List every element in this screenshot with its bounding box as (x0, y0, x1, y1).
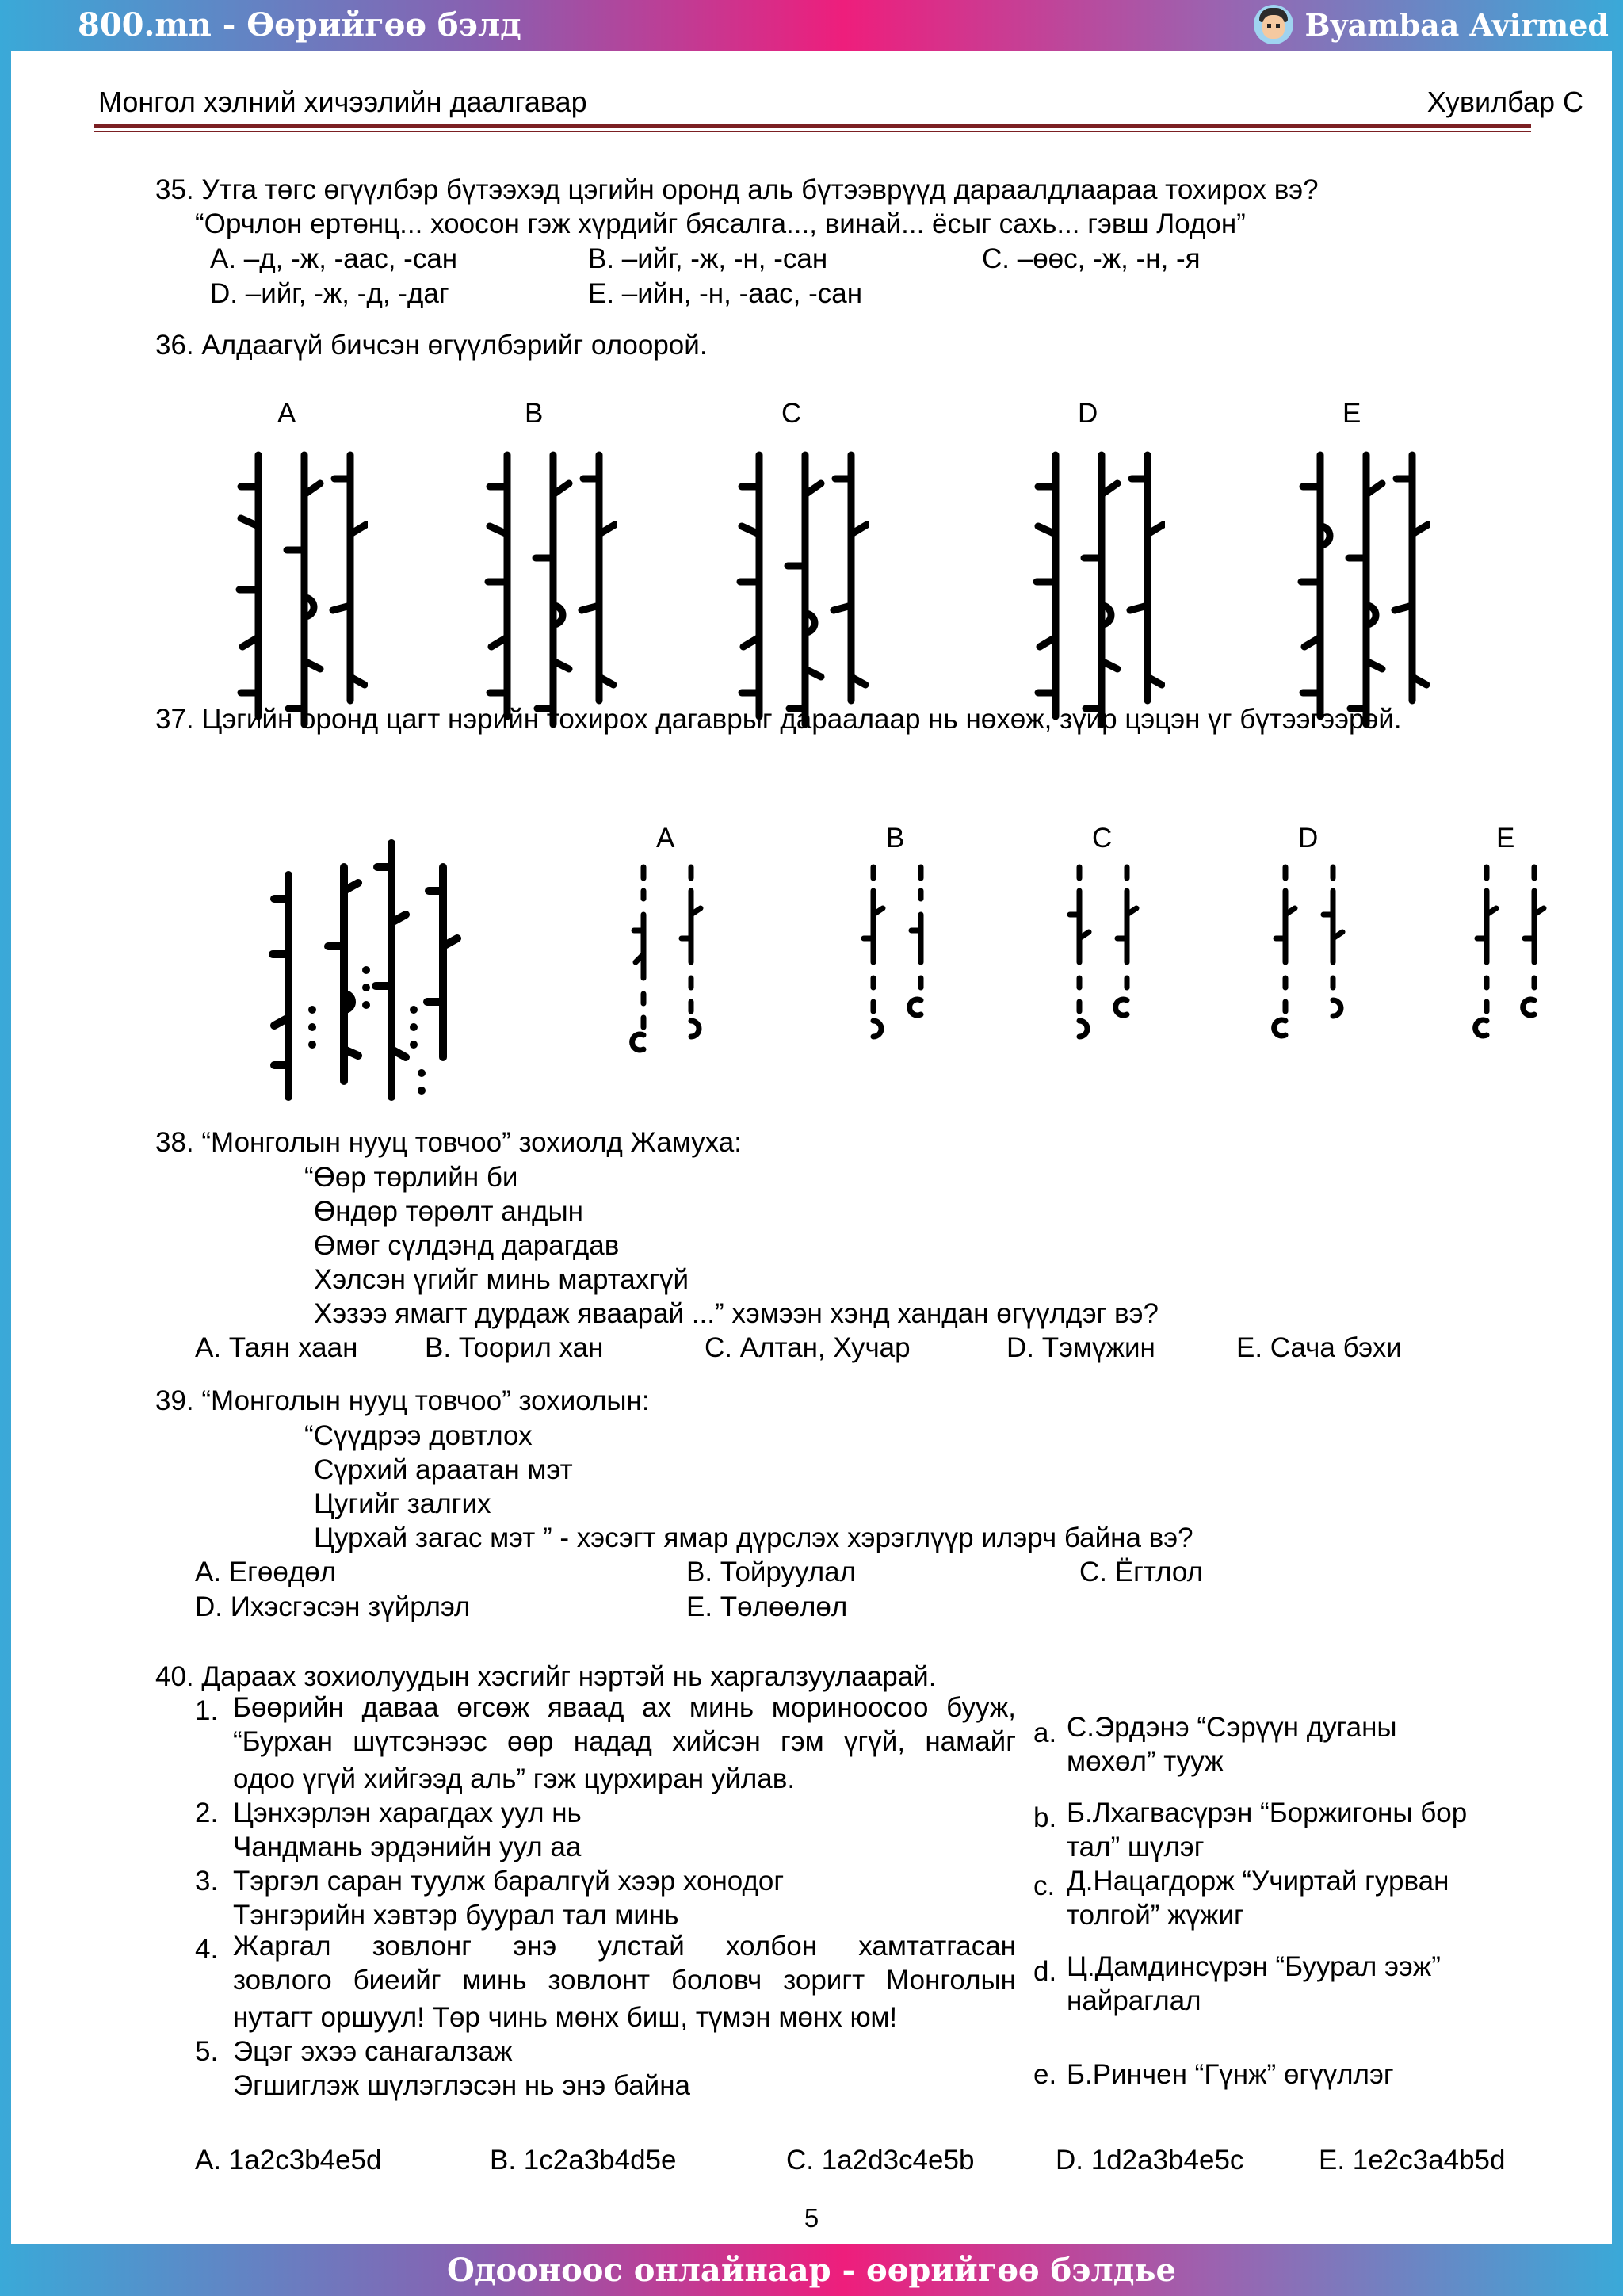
mongolian-suffix-option-b (851, 859, 946, 1057)
question-36-label-c[interactable]: C (781, 398, 802, 429)
question-39-option-b[interactable]: B. Тойруулал (686, 1557, 857, 1587)
passage-4-number: 4. (195, 1934, 219, 1965)
match-b-line: Б.Лхагвасүрэн “Боржигоны бор (1067, 1797, 1468, 1828)
footer-slogan[interactable]: Одооноос онлайнаар - өөрийгөө бэлдье (446, 2252, 1177, 2289)
mongolian-script-sentence-e (1295, 439, 1430, 740)
passage-5-line: Эгшиглэж шүлэглэсэн нь энэ байна (233, 2070, 691, 2101)
question-38-option-c[interactable]: C. Алтан, Хучар (705, 1332, 911, 1363)
question-37-label-b[interactable]: B (886, 823, 905, 854)
question-40-option-d[interactable]: D. 1d2a3b4e5c (1056, 2145, 1244, 2176)
passage-3-number: 3. (195, 1866, 219, 1897)
mongolian-script-proverb (265, 812, 471, 1113)
mongolian-script-sentence-a (233, 439, 368, 740)
passage-5-line: Эцэг эхээ санагалзаж (233, 2036, 513, 2067)
question-39-option-a[interactable]: A. Егөөдөл (195, 1557, 337, 1587)
passage-1-line: “Бурхан шүтсэнээс өөр надад хийсэн гэм үгүй, намайг (233, 1726, 1016, 1757)
question-39-option-e[interactable]: E. Төлөөлөл (686, 1591, 848, 1622)
passage-4-line: нутагт оршуул! Төр чинь мөнх биш, түмэн мөнх юм! (233, 2002, 898, 2033)
question-37-label-d[interactable]: D (1298, 823, 1319, 854)
question-36-label-d[interactable]: D (1078, 398, 1098, 429)
question-35-option-b[interactable]: B. –ийг, -ж, -н, -сан (588, 243, 828, 274)
passage-5-number: 5. (195, 2036, 219, 2067)
question-40-option-c[interactable]: C. 1a2d3c4e5b (786, 2145, 975, 2176)
passage-1-number: 1. (195, 1695, 219, 1726)
question-38-option-e[interactable]: E. Сача бэхи (1236, 1332, 1402, 1363)
header-divider (94, 124, 1531, 128)
question-39-line: Цугийг залгих (314, 1488, 491, 1519)
question-39-stem: 39. “Монголын нууц товчоо” зохиолын: (155, 1385, 650, 1416)
header-divider-thin (94, 131, 1531, 132)
page-number: 5 (804, 2203, 819, 2233)
avatar[interactable] (1254, 5, 1293, 44)
question-35-option-a[interactable]: A. –д, -ж, -аас, -сан (210, 243, 458, 274)
match-d-line: Ц.Дамдинсүрэн “Буурал ээж” (1067, 1951, 1441, 1982)
question-38-option-a[interactable]: A. Таян хаан (195, 1332, 358, 1363)
question-39-line: Сүрхий араатан мэт (314, 1454, 573, 1485)
passage-2-number: 2. (195, 1797, 219, 1828)
mongolian-suffix-option-a (621, 859, 716, 1057)
match-b-letter: b. (1033, 1802, 1057, 1833)
match-c-letter: c. (1033, 1870, 1056, 1901)
question-35-option-c[interactable]: C. –өөс, -ж, -н, -я (982, 243, 1201, 274)
question-38-line: Өмөг сүлдэнд дарагдав (314, 1230, 620, 1261)
question-38-option-b[interactable]: B. Тоорил хан (425, 1332, 604, 1363)
match-c-line: толгой” жүжиг (1067, 1900, 1244, 1931)
question-39-line: “Сүүдрээ довтлох (304, 1420, 533, 1451)
question-38-line: Хэзээ ямагт дурдаж яваарай ...” хэмээн хэнд хандан өгүүлдэг вэ? (314, 1298, 1159, 1329)
question-37-stem: 37. Цэгийн оронд цагт нэрийн тохирох дагаврыг дараалаар нь нөхөж, зүйр цэцэн үг бүтээгээрэй. (155, 704, 1402, 735)
mongolian-suffix-option-e (1465, 859, 1560, 1057)
mongolian-suffix-option-c (1057, 859, 1152, 1057)
match-b-line: тал” шүлэг (1067, 1832, 1205, 1862)
match-e-letter: e. (1033, 2059, 1057, 2090)
question-35-option-e[interactable]: E. –ийн, -н, -аас, -сан (588, 278, 863, 309)
bottom-banner (0, 2244, 1623, 2296)
question-38-line: Өндөр төрөлт андын (314, 1196, 583, 1227)
question-35-option-d[interactable]: D. –ийг, -ж, -д, -даг (210, 278, 449, 309)
question-36-label-e[interactable]: E (1342, 398, 1361, 429)
question-37-label-c[interactable]: C (1092, 823, 1113, 854)
mongolian-suffix-option-d (1263, 859, 1358, 1057)
question-40-option-a[interactable]: A. 1a2c3b4e5d (195, 2145, 382, 2176)
mongolian-script-sentence-d (1030, 439, 1165, 740)
site-title[interactable]: 800.mn - Өөрийгөө бэлд (78, 6, 521, 44)
user-name[interactable]: Byambaa Avirmed (1304, 6, 1609, 43)
document-variant: Хувилбар С (1426, 86, 1583, 118)
match-e-line: Б.Ринчен “Гүнж” өгүүллэг (1067, 2059, 1394, 2090)
question-36-label-b[interactable]: B (525, 398, 544, 429)
question-37-label-e[interactable]: E (1496, 823, 1515, 854)
question-40-option-b[interactable]: B. 1c2a3b4d5e (490, 2145, 677, 2176)
question-40-stem: 40. Дараах зохиолуудын хэсгийг нэртэй нь харгалзуулаарай. (155, 1661, 937, 1692)
passage-4-line: зовлого биеийг минь зовлонт боловч зоригт Монголын (233, 1965, 1016, 1996)
question-39-option-d[interactable]: D. Ихэсгэсэн зүйрлэл (195, 1591, 471, 1622)
question-35-quote: “Орчлон ертөнц... хоосон гэж хүрдийг бясалга..., винай... ёсыг сахь... гэвш Лодон” (195, 208, 1246, 239)
question-36-stem: 36. Алдаагүй бичсэн өгүүлбэрийг олоорой. (155, 330, 708, 361)
question-36-label-a[interactable]: A (277, 398, 296, 429)
match-a-line: С.Эрдэнэ “Сэрүүн дуганы (1067, 1712, 1397, 1743)
document-page (11, 51, 1612, 2244)
question-38-line: Хэлсэн үгийг минь мартахгүй (314, 1264, 689, 1295)
mongolian-script-sentence-b (482, 439, 617, 740)
document-subject: Монгол хэлний хичээлийн даалгавар (98, 86, 587, 118)
question-37-label-a[interactable]: A (656, 823, 675, 854)
match-a-line: мөхөл” тууж (1067, 1746, 1224, 1777)
passage-2-line: Чандмань эрдэнийн уул аа (233, 1832, 582, 1862)
passage-4-line: Жаргал зовлонг энэ улстай холбон хамтатгасан (233, 1931, 1016, 1962)
match-d-letter: d. (1033, 1956, 1057, 1987)
passage-3-line: Тэнгэрийн хэвтэр буурал тал минь (233, 1900, 679, 1931)
match-a-letter: a. (1033, 1717, 1057, 1748)
question-38-option-d[interactable]: D. Тэмүжин (1006, 1332, 1155, 1363)
question-38-line: “Өөр төрлийн би (304, 1162, 518, 1193)
match-c-line: Д.Нацагдорж “Учиртай гурван (1067, 1866, 1449, 1897)
top-banner (0, 0, 1623, 51)
user-profile[interactable] (1254, 5, 1609, 44)
question-40-option-e[interactable]: E. 1e2c3a4b5d (1319, 2145, 1506, 2176)
passage-2-line: Цэнхэрлэн харагдах уул нь (233, 1797, 582, 1828)
passage-1-line: одоо үгүй хийгээд аль” гэж цурхиран уйлав. (233, 1763, 796, 1794)
question-39-option-c[interactable]: C. Ёгтлол (1079, 1557, 1204, 1587)
question-35-stem: 35. Утга төгс өгүүлбэр бүтээхэд цэгийн оронд аль бүтээврүүд дараалдлаараа тохирох вэ? (155, 174, 1319, 205)
passage-3-line: Тэргэл саран туулж баралгүй хээр хонодог (233, 1866, 785, 1897)
question-39-line: Цурхай загас мэт ” - хэсэгт ямар дүрслэх хэрэглүүр илэрч байна вэ? (314, 1522, 1193, 1553)
question-38-stem: 38. “Монголын нууц товчоо” зохиолд Жамуха: (155, 1127, 742, 1158)
passage-1-line: Бөөрийн даваа өгсөж яваад ах минь мориноосоо бууж, (233, 1692, 1016, 1723)
mongolian-script-sentence-c (734, 439, 869, 740)
match-d-line: найраглал (1067, 1985, 1201, 2016)
